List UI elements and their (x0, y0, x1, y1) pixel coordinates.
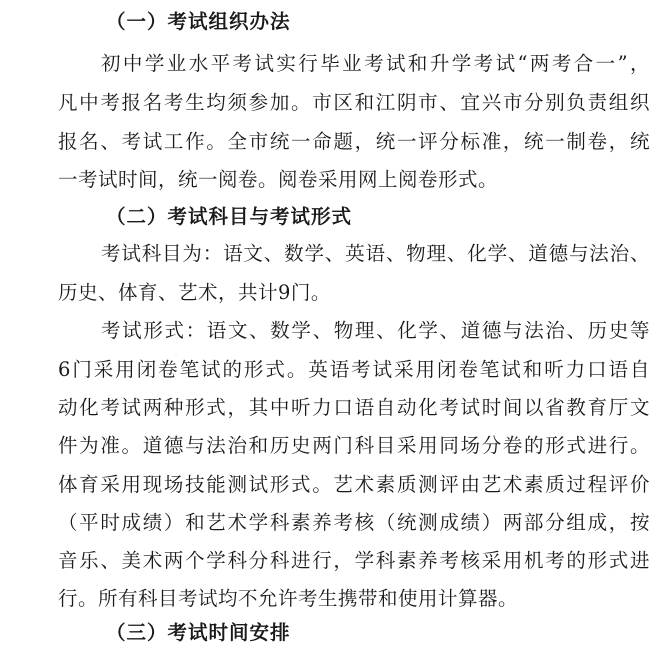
paragraph-line: 行。所有科目考试均不允许考生携带和使用计算器。 (58, 587, 519, 610)
paragraph-line: 报名、考试工作。全市统一命题，统一评分标准，统一制卷，统 (58, 130, 650, 153)
section-heading-2: （二）考试科目与考试形式 (106, 205, 353, 228)
paragraph-line: （平时成绩）和艺术学科素养考核（统测成绩）两部分组成，按 (58, 511, 650, 534)
paragraph-line: 音乐、美术两个学科分科进行，学科素养考核采用机考的形式进 (58, 549, 650, 572)
paragraph-line: 历史、体育、艺术，共计9门。 (58, 281, 331, 304)
section-heading-1: （一）考试组织办法 (106, 10, 291, 33)
paragraph-line: 一考试时间，统一阅卷。阅卷采用网上阅卷形式。 (58, 168, 499, 191)
paragraph-line: 初中学业水平考试实行毕业考试和升学考试“两考合一”， (101, 52, 650, 75)
paragraph-line: 件为准。道德与法治和历史两门科目采用同场分卷的形式进行。 (58, 434, 650, 457)
paragraph-line: 6门采用闭卷笔试的形式。英语考试采用闭卷笔试和听力口语自 (58, 358, 650, 381)
paragraph-line: 体育采用现场技能测试形式。艺术素质测评由艺术素质过程评价 (58, 473, 650, 496)
paragraph-line: 考试科目为：语文、数学、英语、物理、化学、道德与法治、 (101, 242, 650, 265)
paragraph-line: 凡中考报名考生均须参加。市区和江阴市、宜兴市分别负责组织 (58, 91, 650, 114)
section-heading-3: （三）考试时间安排 (106, 621, 291, 644)
paragraph-line: 动化考试两种形式，其中听力口语自动化考试时间以省教育厅文 (58, 396, 650, 419)
paragraph-line: 考试形式：语文、数学、物理、化学、道德与法治、历史等 (101, 319, 650, 342)
